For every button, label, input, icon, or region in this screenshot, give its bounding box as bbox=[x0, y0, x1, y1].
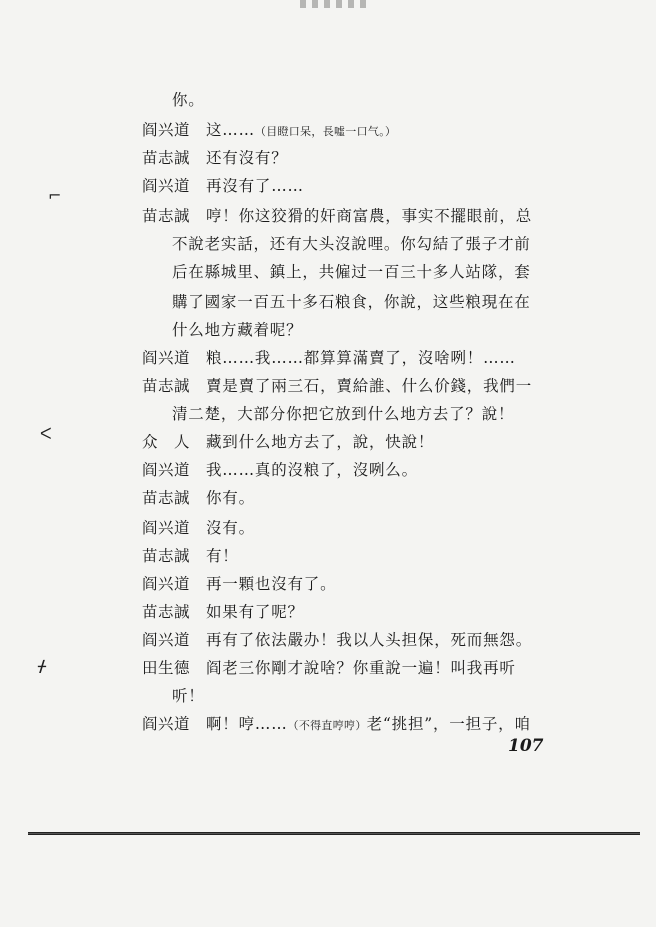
speech-text bbox=[206, 710, 531, 740]
speaker-name: 阎兴道 bbox=[142, 121, 191, 139]
dialogue-line bbox=[0, 456, 656, 484]
speech-text bbox=[206, 456, 418, 484]
speech-segment: 还有沒有？ bbox=[206, 149, 288, 167]
continuation-line bbox=[0, 288, 656, 316]
speech-segment: 你有。 bbox=[206, 489, 255, 507]
continuation-line bbox=[0, 86, 656, 114]
speech-segment: 再一顆也沒有了。 bbox=[206, 575, 337, 593]
speech-segment: 再有了依法嚴办！我以人头担保，死而無怨。 bbox=[206, 631, 533, 649]
speech-segment: 藏到什么地方去了，說，快說！ bbox=[206, 433, 435, 451]
margin-mark: ᐸ bbox=[40, 424, 52, 443]
speech-text bbox=[206, 144, 288, 172]
dialogue-line bbox=[0, 144, 656, 172]
page-number: 107 bbox=[508, 736, 544, 756]
speech-text bbox=[206, 542, 239, 570]
speech-segment: 賣是賣了兩三石，賣給誰、什么价錢，我們一 bbox=[206, 377, 533, 395]
speech-segment: 哼！你这狡猾的奸商富農，事实不擺眼前，总 bbox=[206, 207, 533, 225]
speaker-name: 苗志誠 bbox=[142, 149, 191, 167]
dialogue-line bbox=[0, 710, 656, 738]
continuation-text: 什么地方藏着呢？ bbox=[172, 321, 303, 339]
margin-mark: ⌐ bbox=[48, 186, 62, 205]
dialogue-line bbox=[0, 202, 656, 230]
continuation-text: 不說老实話，还有大头沒說哩。你勾結了張子才前 bbox=[172, 235, 531, 253]
speech-segment: 阎老三你剛才說啥？你重說一遍！叫我再听 bbox=[206, 659, 516, 677]
speech-text bbox=[206, 598, 304, 626]
speech-segment: 我……真的沒粮了，沒咧么。 bbox=[206, 461, 418, 479]
speech-text bbox=[206, 654, 516, 682]
speech-segment: 有！ bbox=[206, 547, 239, 565]
dialogue-line bbox=[0, 344, 656, 372]
speaker-name: 阎兴道 bbox=[142, 631, 191, 649]
continuation-text: 后在縣城里、鎮上，共僱过一百三十多人站隊，套 bbox=[172, 263, 531, 281]
continuation-text: 听！ bbox=[172, 687, 205, 705]
dialogue-line bbox=[0, 542, 656, 570]
speaker-name: 阎兴道 bbox=[142, 715, 191, 733]
speech-text bbox=[206, 172, 304, 200]
dialogue-line bbox=[0, 172, 656, 200]
speech-text bbox=[206, 344, 516, 372]
speech-text bbox=[206, 514, 255, 542]
speech-segment: 粮……我……都算算滿賣了，沒啥咧！…… bbox=[206, 349, 516, 367]
speech-segment: 这…… bbox=[206, 121, 255, 139]
speech-text bbox=[206, 116, 396, 146]
speech-segment: 啊！哼…… bbox=[206, 715, 288, 733]
speech-segment: 再沒有了…… bbox=[206, 177, 304, 195]
dialogue-line bbox=[0, 626, 656, 654]
speaker-name: 苗志誠 bbox=[142, 547, 191, 565]
speaker-name: 田生德 bbox=[142, 659, 191, 677]
speaker-name: 苗志誠 bbox=[142, 489, 191, 507]
dialogue-line bbox=[0, 372, 656, 400]
speaker-name: 苗志誠 bbox=[142, 207, 191, 225]
continuation-line bbox=[0, 230, 656, 258]
speaker-name: 众 人 bbox=[142, 433, 191, 451]
footer-rule bbox=[28, 832, 640, 835]
continuation-line bbox=[0, 400, 656, 428]
speech-segment: 老“挑担”，一担子，咱 bbox=[366, 715, 531, 733]
continuation-line bbox=[0, 682, 656, 710]
dialogue-line bbox=[0, 598, 656, 626]
continuation-line bbox=[0, 258, 656, 286]
continuation-text: 清二楚，大部分你把它放到什么地方去了？說！ bbox=[172, 405, 515, 423]
margin-mark: ᚋ bbox=[38, 656, 46, 675]
speech-text bbox=[206, 428, 434, 456]
speech-segment: 如果有了呢？ bbox=[206, 603, 304, 621]
stage-direction: （目瞪口呆，長噓一口气。） bbox=[254, 125, 397, 138]
speaker-name: 阎兴道 bbox=[142, 177, 191, 195]
dialogue-line bbox=[0, 654, 656, 682]
speech-text bbox=[206, 484, 255, 512]
dialogue-line bbox=[0, 514, 656, 542]
speech-text bbox=[206, 570, 336, 598]
continuation-line bbox=[0, 316, 656, 344]
speech-text bbox=[206, 626, 532, 654]
speaker-name: 阎兴道 bbox=[142, 575, 191, 593]
speaker-name: 阎兴道 bbox=[142, 349, 191, 367]
header-mark bbox=[300, 0, 370, 8]
dialogue-line bbox=[0, 570, 656, 598]
speaker-name: 苗志誠 bbox=[142, 603, 191, 621]
speech-text bbox=[206, 202, 532, 230]
continuation-text: 購了國家一百五十多石粮食，你說，这些粮現在在 bbox=[172, 293, 531, 311]
stage-direction: （不得直哼哼） bbox=[287, 719, 367, 732]
dialogue-line bbox=[0, 484, 656, 512]
dialogue-line bbox=[0, 116, 656, 144]
continuation-text: 你。 bbox=[172, 91, 205, 109]
speaker-name: 阎兴道 bbox=[142, 461, 191, 479]
speaker-name: 苗志誠 bbox=[142, 377, 191, 395]
speech-text bbox=[206, 372, 532, 400]
dialogue-line bbox=[0, 428, 656, 456]
speech-segment: 沒有。 bbox=[206, 519, 255, 537]
speaker-name: 阎兴道 bbox=[142, 519, 191, 537]
